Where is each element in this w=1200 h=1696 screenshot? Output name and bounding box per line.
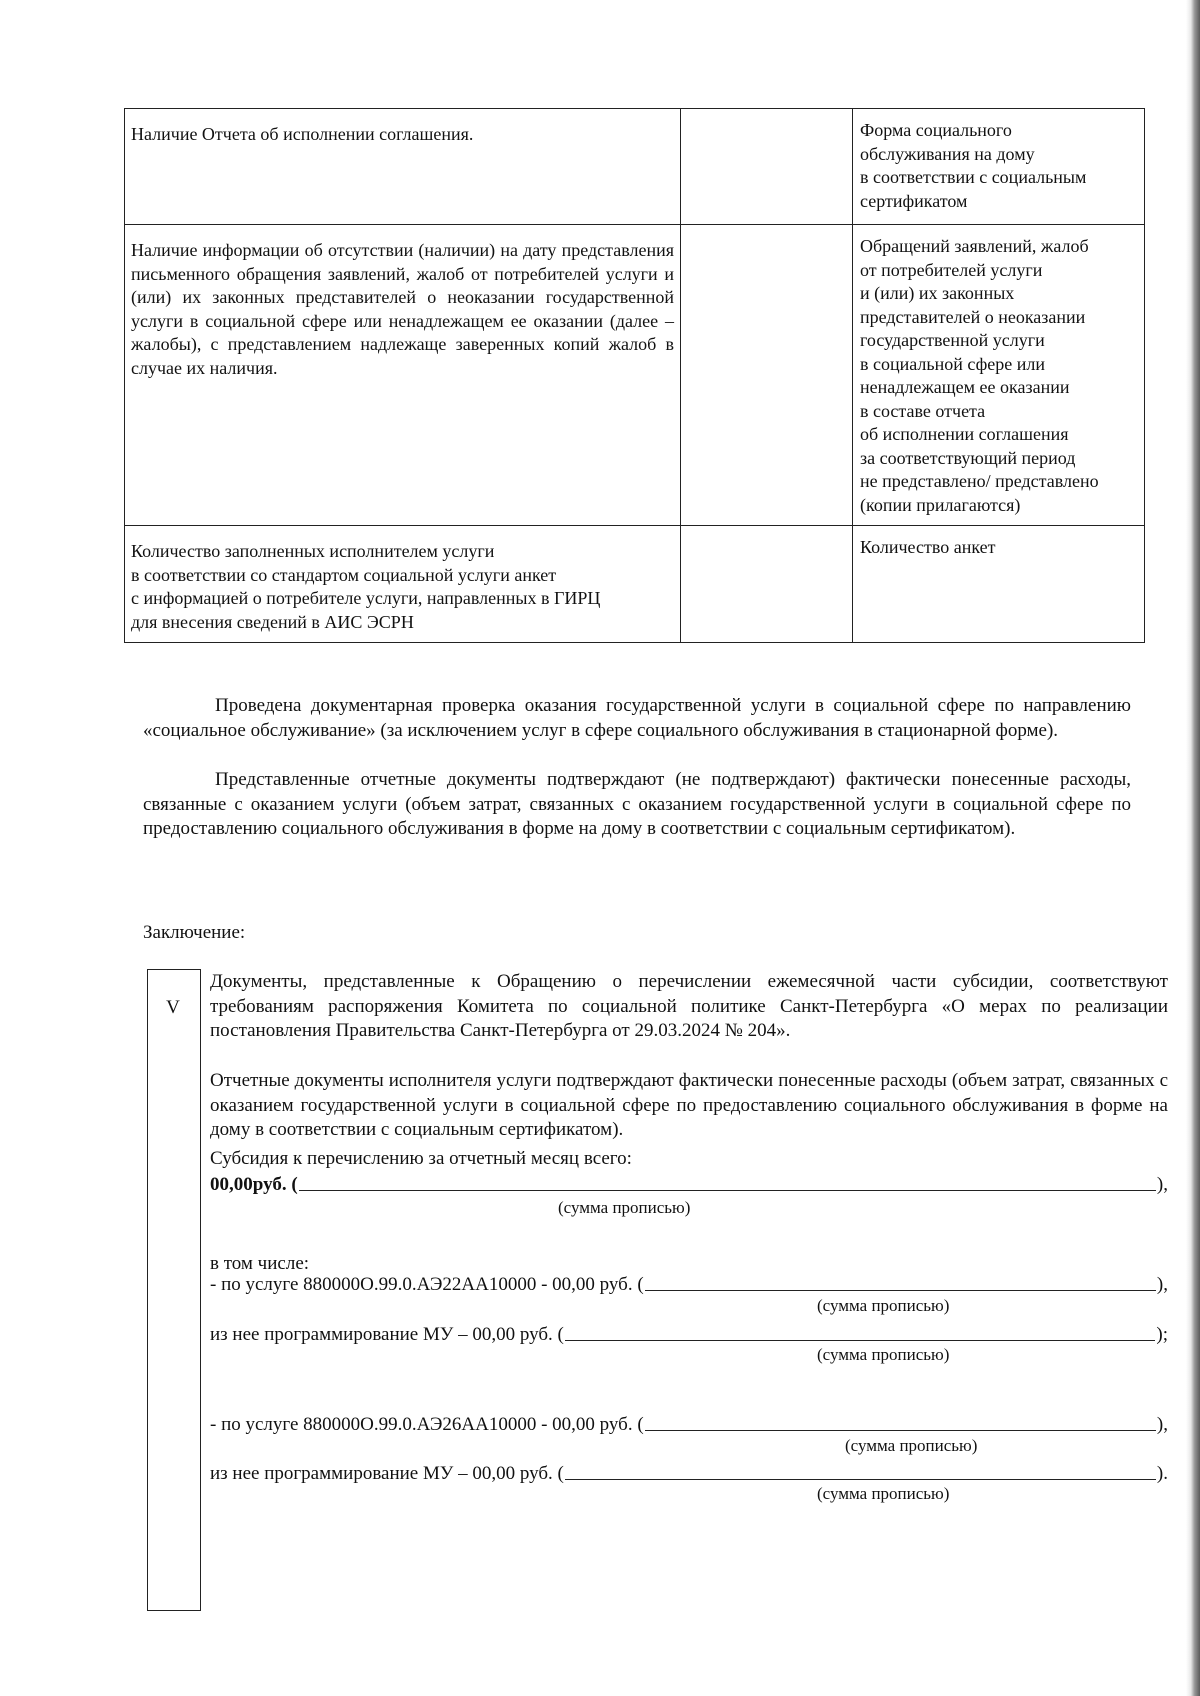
service1-row: - по услуге 880000О.99.0.АЭ22АА10000 - 00,00 руб. ( ), [210, 1274, 1168, 1295]
amount-in-words-field[interactable] [645, 1290, 1156, 1291]
service2-label: - по услуге 880000О.99.0.АЭ26АА10000 - 00,00 руб. ( [210, 1414, 644, 1435]
amount-in-words-field[interactable] [299, 1190, 1156, 1191]
form-cell [853, 225, 1145, 526]
value-cell [681, 225, 853, 526]
checkbox-frame[interactable] [147, 969, 201, 1611]
service1-mu-label: из нее программирование МУ – 00,00 руб. ( [210, 1324, 564, 1345]
subsidy-label: Субсидия к перечислению за отчетный месяц всего: [210, 1148, 632, 1169]
service2-mu-label: из нее программирование МУ – 00,00 руб. ( [210, 1463, 564, 1484]
amount-hint: (сумма прописью) [817, 1484, 950, 1503]
form-text: Обращений заявлений, жалоб от потребителей услуги и (или) их законных представителей о неоказании государственной услуги в социальной сфере или ненадлежащем ее оказании в составе отчета об исполнении соглашения за соответствующий период не представлено/ представлено (копии прилагаются) [860, 236, 1099, 515]
service2-row: - по услуге 880000О.99.0.АЭ26АА10000 - 00,00 руб. ( ), [210, 1414, 1168, 1435]
form-cell [853, 526, 1145, 643]
table-row [125, 526, 1145, 643]
amount-in-words-field[interactable] [565, 1340, 1156, 1341]
conclusion-title: Заключение: [143, 922, 246, 943]
amount-hint: (сумма прописью) [817, 1296, 950, 1315]
criterion-cell [125, 225, 681, 526]
criterion-text: Наличие информации об отсутствии (наличии) на дату представления письменного обращения заявлений, жалоб от потребителей услуги и (или) их законных представителей о неоказании государственной услуги в социальной сфере или ненадлежащем ее оказании (далее – жалобы), с представлением надлежаще заверенных копий жалоб в случае их наличия. [131, 240, 674, 378]
service1-label: - по услуге 880000О.99.0.АЭ22АА10000 - 00,00 руб. ( [210, 1274, 644, 1295]
scan-edge-shadow [1186, 0, 1200, 1696]
form-text: Форма социального обслуживания на дому в соответствии с социальным сертификатом [860, 120, 1087, 211]
amount-in-words-field[interactable] [645, 1430, 1156, 1431]
paragraph-reports: Представленные отчетные документы подтверждают (не подтверждают) фактически понесенные расходы, связанные с оказанием услуги (объем затрат, связанных с оказанием государственной услуги в социальной сфере по предоставлению социального обслуживания в форме на дому в соответствии с социальным сертификатом). [143, 769, 1131, 840]
conclusion-text-confirmation: Отчетные документы исполнителя услуги подтверждают фактически понесенные расходы (объем затрат, связанных с оказанием государственной услуги в социальной сфере по предоставлению социального обслуживания в форме на дому в соответствии с социальным сертификатом). [210, 1070, 1168, 1141]
check-mark: V [166, 997, 180, 1018]
form-cell [853, 109, 1145, 225]
value-cell [681, 109, 853, 225]
criterion-text: Количество заполненных исполнителем услуги в соответствии со стандартом социальной услуги анкет с информацией о потребителе услуги, направленных в ГИРЦ для внесения сведений в АИС ЭСРН [131, 541, 601, 632]
service2-mu-row: из нее программирование МУ – 00,00 руб. ( ). [210, 1463, 1168, 1484]
amount-hint: (сумма прописью) [817, 1345, 950, 1364]
criterion-text: Наличие Отчета об исполнении соглашения. [131, 124, 474, 144]
amount-in-words-field[interactable] [565, 1479, 1156, 1480]
value-cell [681, 526, 853, 643]
amount-hint: (сумма прописью) [845, 1436, 978, 1455]
amount-hint: (сумма прописью) [558, 1198, 691, 1217]
subsidy-total-row: 00,00руб. ( ), [210, 1174, 1168, 1195]
criterion-cell [125, 109, 681, 225]
including-label: в том числе: [210, 1253, 310, 1274]
conclusion-text-compliance: Документы, представленные к Обращению о перечислении ежемесячной части субсидии, соответствуют требованиям распоряжения Комитета по социальной политике Санкт-Петербурга «О мерах по реализации постановления Правительства Санкт-Петербурга от 29.03.2024 № 204». [210, 971, 1168, 1042]
service1-mu-row: из нее программирование МУ – 00,00 руб. ( ); [210, 1324, 1168, 1345]
table-row [125, 109, 1145, 225]
paragraph-check: Проведена документарная проверка оказания государственной услуги в социальной сфере по направлению «социальное обслуживание» (за исключением услуг в сфере социального обслуживания в стационарной форме). [143, 695, 1131, 741]
criteria-table [124, 108, 1145, 643]
subsidy-total: 00,00руб. ( [210, 1174, 298, 1195]
form-text: Количество анкет [860, 537, 996, 557]
criterion-cell [125, 526, 681, 643]
table-row [125, 225, 1145, 526]
